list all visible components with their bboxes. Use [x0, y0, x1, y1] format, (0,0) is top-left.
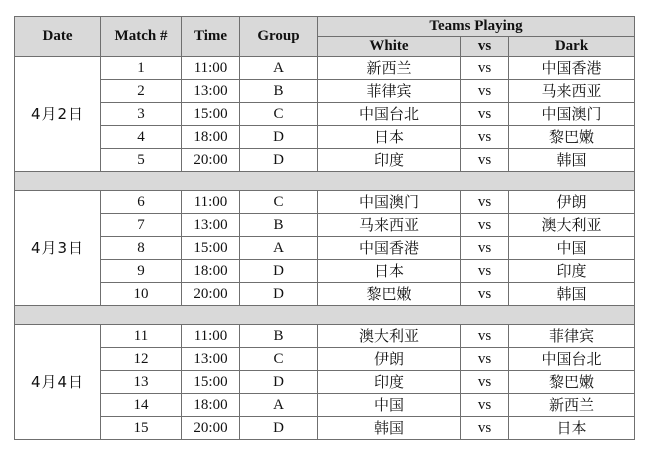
vs-cell: vs [461, 191, 509, 214]
match-number-cell: 13 [101, 371, 182, 394]
white-team-cell: 中国香港 [318, 237, 461, 260]
group-cell: A [240, 237, 318, 260]
header-group: Group [240, 17, 318, 57]
table-row [15, 103, 635, 126]
match-number-cell: 8 [101, 237, 182, 260]
table-row [15, 237, 635, 260]
dark-team-cell: 中国 [509, 237, 635, 260]
time-cell: 11:00 [182, 57, 240, 80]
white-team-cell: 马来西亚 [318, 214, 461, 237]
table-row [15, 126, 635, 149]
vs-cell: vs [461, 103, 509, 126]
header-white: White [318, 37, 461, 57]
time-cell: 15:00 [182, 371, 240, 394]
group-cell: A [240, 394, 318, 417]
vs-cell: vs [461, 149, 509, 172]
white-team-cell: 伊朗 [318, 348, 461, 371]
header-dark: Dark [509, 37, 635, 57]
table-row [15, 325, 635, 348]
vs-cell: vs [461, 394, 509, 417]
table-row [15, 80, 635, 103]
white-team-cell: 菲律宾 [318, 80, 461, 103]
time-cell: 13:00 [182, 80, 240, 103]
group-cell: D [240, 371, 318, 394]
match-number-cell: 7 [101, 214, 182, 237]
dark-team-cell: 马来西亚 [509, 80, 635, 103]
time-cell: 11:00 [182, 325, 240, 348]
vs-cell: vs [461, 417, 509, 440]
dark-team-cell: 黎巴嫩 [509, 371, 635, 394]
group-cell: D [240, 260, 318, 283]
vs-cell: vs [461, 237, 509, 260]
group-cell: C [240, 348, 318, 371]
group-cell: D [240, 149, 318, 172]
time-cell: 18:00 [182, 394, 240, 417]
vs-cell: vs [461, 126, 509, 149]
group-cell: B [240, 80, 318, 103]
match-number-cell: 4 [101, 126, 182, 149]
time-cell: 18:00 [182, 126, 240, 149]
vs-cell: vs [461, 371, 509, 394]
table-row [15, 348, 635, 371]
dark-team-cell: 澳大利亚 [509, 214, 635, 237]
day-separator [15, 172, 635, 191]
header-match-number: Match # [101, 17, 182, 57]
date-cell: 4月2日 [15, 57, 101, 172]
dark-team-cell: 新西兰 [509, 394, 635, 417]
match-number-cell: 2 [101, 80, 182, 103]
day-separator-row [15, 306, 635, 325]
white-team-cell: 日本 [318, 126, 461, 149]
match-number-cell: 15 [101, 417, 182, 440]
date-cell: 4月3日 [15, 191, 101, 306]
group-cell: C [240, 103, 318, 126]
vs-cell: vs [461, 283, 509, 306]
table-row [15, 417, 635, 440]
day-separator-row [15, 172, 635, 191]
time-cell: 18:00 [182, 260, 240, 283]
time-cell: 20:00 [182, 283, 240, 306]
match-number-cell: 9 [101, 260, 182, 283]
dark-team-cell: 菲律宾 [509, 325, 635, 348]
group-cell: D [240, 126, 318, 149]
match-number-cell: 1 [101, 57, 182, 80]
group-cell: C [240, 191, 318, 214]
day-separator [15, 306, 635, 325]
match-number-cell: 10 [101, 283, 182, 306]
match-number-cell: 5 [101, 149, 182, 172]
white-team-cell: 中国台北 [318, 103, 461, 126]
vs-cell: vs [461, 214, 509, 237]
dark-team-cell: 中国台北 [509, 348, 635, 371]
match-schedule-table [14, 16, 635, 440]
match-number-cell: 11 [101, 325, 182, 348]
dark-team-cell: 印度 [509, 260, 635, 283]
time-cell: 20:00 [182, 149, 240, 172]
header-vs: vs [461, 37, 509, 57]
time-cell: 20:00 [182, 417, 240, 440]
table-row [15, 149, 635, 172]
time-cell: 15:00 [182, 237, 240, 260]
time-cell: 13:00 [182, 214, 240, 237]
dark-team-cell: 伊朗 [509, 191, 635, 214]
group-cell: D [240, 417, 318, 440]
group-cell: B [240, 214, 318, 237]
white-team-cell: 中国澳门 [318, 191, 461, 214]
time-cell: 11:00 [182, 191, 240, 214]
dark-team-cell: 日本 [509, 417, 635, 440]
vs-cell: vs [461, 325, 509, 348]
table-row [15, 371, 635, 394]
time-cell: 13:00 [182, 348, 240, 371]
table-row [15, 57, 635, 80]
group-cell: D [240, 283, 318, 306]
match-number-cell: 3 [101, 103, 182, 126]
group-cell: B [240, 325, 318, 348]
table-row [15, 260, 635, 283]
vs-cell: vs [461, 260, 509, 283]
header-date: Date [15, 17, 101, 57]
white-team-cell: 印度 [318, 149, 461, 172]
vs-cell: vs [461, 57, 509, 80]
white-team-cell: 日本 [318, 260, 461, 283]
table-header [15, 17, 635, 57]
white-team-cell: 中国 [318, 394, 461, 417]
white-team-cell: 印度 [318, 371, 461, 394]
vs-cell: vs [461, 348, 509, 371]
table-row [15, 283, 635, 306]
dark-team-cell: 韩国 [509, 283, 635, 306]
date-cell: 4月4日 [15, 325, 101, 440]
white-team-cell: 黎巴嫩 [318, 283, 461, 306]
table-row [15, 214, 635, 237]
table-row [15, 394, 635, 417]
table-row [15, 191, 635, 214]
match-number-cell: 12 [101, 348, 182, 371]
white-team-cell: 新西兰 [318, 57, 461, 80]
table-body [15, 57, 635, 440]
match-number-cell: 6 [101, 191, 182, 214]
match-number-cell: 14 [101, 394, 182, 417]
time-cell: 15:00 [182, 103, 240, 126]
group-cell: A [240, 57, 318, 80]
header-time: Time [182, 17, 240, 57]
schedule-table-container [14, 16, 635, 440]
dark-team-cell: 韩国 [509, 149, 635, 172]
white-team-cell: 澳大利亚 [318, 325, 461, 348]
dark-team-cell: 中国澳门 [509, 103, 635, 126]
header-teams-playing: Teams Playing [318, 17, 635, 37]
dark-team-cell: 黎巴嫩 [509, 126, 635, 149]
white-team-cell: 韩国 [318, 417, 461, 440]
dark-team-cell: 中国香港 [509, 57, 635, 80]
vs-cell: vs [461, 80, 509, 103]
